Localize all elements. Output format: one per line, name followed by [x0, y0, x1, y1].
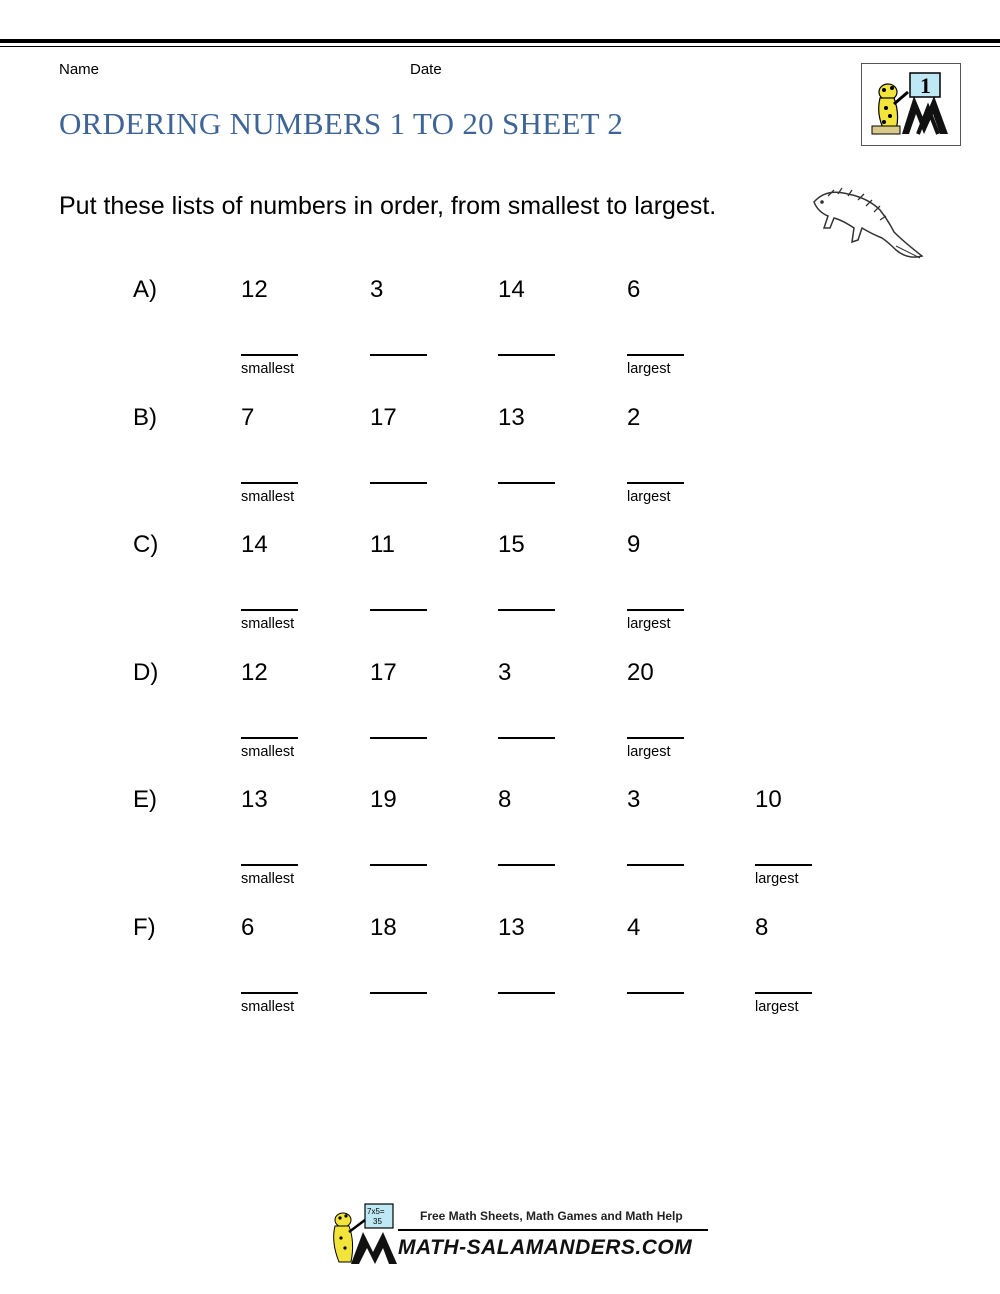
answer-blank[interactable] — [370, 609, 427, 611]
answer-blank[interactable] — [627, 609, 684, 611]
answer-blank[interactable] — [627, 354, 684, 356]
answer-blank[interactable] — [498, 354, 555, 356]
answer-blank[interactable] — [498, 864, 555, 866]
number-item: 3 — [498, 658, 512, 686]
answer-blank[interactable] — [627, 482, 684, 484]
answer-blank[interactable] — [370, 354, 427, 356]
smallest-caption: smallest — [241, 616, 295, 633]
footer-badge-line1: 7x5= — [367, 1207, 385, 1216]
footer-site-name: MATH-SALAMANDERS.COM — [398, 1236, 693, 1259]
number-item: 3 — [627, 786, 641, 814]
number-item: 13 — [498, 914, 525, 941]
top-rule-thin — [0, 46, 1000, 47]
row-label: A) — [133, 276, 157, 303]
number-item: 8 — [498, 786, 512, 814]
answer-blank[interactable] — [755, 992, 812, 994]
smallest-caption: smallest — [241, 488, 295, 505]
answer-blank[interactable] — [370, 864, 427, 866]
answer-blank[interactable] — [241, 354, 298, 356]
answer-blank[interactable] — [241, 737, 298, 739]
largest-caption: largest — [755, 999, 799, 1015]
number-item: 4 — [627, 914, 641, 941]
answer-blank[interactable] — [241, 992, 298, 994]
footer-salamander-logo-icon — [325, 1200, 405, 1270]
grade-number: 1 — [920, 73, 931, 98]
footer-tagline: Free Math Sheets, Math Games and Math Help — [420, 1209, 683, 1223]
number-item: 20 — [627, 658, 654, 686]
number-item: 15 — [498, 531, 525, 559]
row-label: B) — [133, 403, 157, 431]
name-label: Name — [59, 61, 100, 78]
number-item: 13 — [241, 786, 268, 814]
instruction-text: Put these lists of numbers in order, from smallest to largest. — [59, 192, 717, 220]
number-item: 11 — [370, 531, 395, 559]
salamander-illustration-icon — [808, 180, 926, 266]
largest-caption: largest — [627, 488, 671, 505]
number-item: 6 — [241, 914, 255, 941]
answer-blank[interactable] — [498, 482, 555, 484]
number-item: 10 — [755, 786, 782, 814]
number-item: 6 — [627, 276, 641, 303]
number-item: 12 — [241, 276, 268, 303]
largest-caption: largest — [755, 871, 799, 888]
footer-badge-line2: 35 — [373, 1217, 382, 1226]
answer-blank[interactable] — [498, 992, 555, 994]
smallest-caption: smallest — [241, 361, 295, 377]
smallest-caption: smallest — [241, 743, 295, 760]
answer-blank[interactable] — [627, 864, 684, 866]
number-item: 3 — [370, 276, 384, 303]
number-item: 19 — [370, 786, 397, 814]
salamander-logo-icon — [862, 64, 959, 144]
footer-rule — [398, 1229, 708, 1231]
row-label: D) — [133, 658, 159, 686]
top-rule-thick — [0, 39, 1000, 43]
answer-blank[interactable] — [755, 864, 812, 866]
number-item: 9 — [627, 531, 641, 559]
answer-blank[interactable] — [370, 737, 427, 739]
answer-blank[interactable] — [241, 609, 298, 611]
answer-blank[interactable] — [498, 737, 555, 739]
answer-blank[interactable] — [627, 737, 684, 739]
answer-blank[interactable] — [241, 482, 298, 484]
number-item: 18 — [370, 914, 397, 941]
number-item: 14 — [241, 531, 268, 559]
brand-logo — [861, 63, 961, 146]
number-item: 17 — [370, 403, 397, 431]
date-label: Date — [410, 61, 442, 78]
row-label: C) — [133, 531, 159, 559]
largest-caption: largest — [627, 743, 671, 760]
answer-blank[interactable] — [498, 609, 555, 611]
number-item: 7 — [241, 403, 255, 431]
largest-caption: largest — [627, 361, 671, 377]
number-item: 17 — [370, 658, 397, 686]
number-item: 12 — [241, 658, 268, 686]
answer-blank[interactable] — [241, 864, 298, 866]
number-item: 14 — [498, 276, 525, 303]
page-title: ORDERING NUMBERS 1 TO 20 SHEET 2 — [59, 106, 624, 141]
row-label: E) — [133, 786, 157, 814]
row-label: F) — [133, 914, 156, 941]
number-item: 13 — [498, 403, 525, 431]
answer-blank[interactable] — [370, 992, 427, 994]
number-item: 2 — [627, 403, 641, 431]
number-item: 8 — [755, 914, 769, 941]
answer-blank[interactable] — [627, 992, 684, 994]
largest-caption: largest — [627, 616, 671, 633]
answer-blank[interactable] — [370, 482, 427, 484]
smallest-caption: smallest — [241, 871, 295, 888]
smallest-caption: smallest — [241, 999, 295, 1015]
